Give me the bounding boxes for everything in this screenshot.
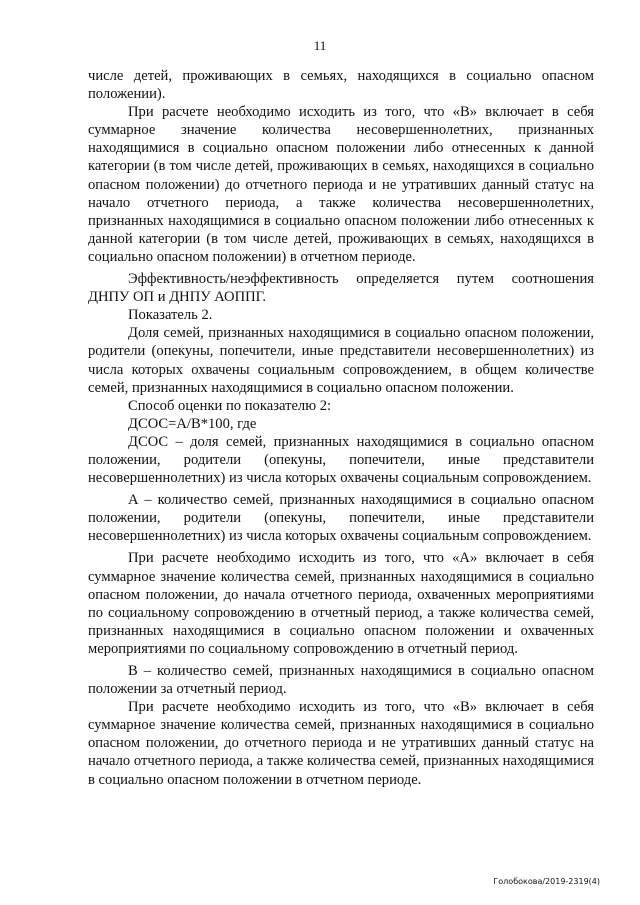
paragraph-continuation: числе детей, проживающих в семьях, находящихся в социально опасном положении). [88,68,594,103]
assessment-method-heading: Способ оценки по показателю 2: [128,397,332,414]
formula: ДСОС=А/В*100, где [128,415,257,432]
page-number: 11 [313,38,327,53]
paragraph-b-calculation-families: При расчете необходимо исходить из того, что «В» включает в себя суммарное значение количества семей, признанных находящимися в социально опасном положении, до отчетного периода и не утративших данный статус на начало отчетного периода, а также количества семей, признанных находящимися в социально опасном положении в отчетном периоде. [88,699,594,788]
paragraph-a-definition: А – количество семей, признанных находящимися в социально опасном положении, родители (опекуны, попечители, иные представители несовершеннолетних) из числа которых охвачены социальным сопровождением. [88,492,594,545]
paragraph-dsos-definition: ДСОС – доля семей, признанных находящимися в социально опасном положении, родители (опекуны, попечители, иные представители несовершеннолетних) из числа которых охвачены социальным сопровождением. [88,433,594,487]
paragraph-a-calculation: При расчете необходимо исходить из того, что «А» включает в себя суммарное значение количества семей, признанных находящимися в социально опасном положении, до начала отчетного периода, охваченных мероприятиями по социальному сопровождению в отчетный период, а также количества семей, признанных находящимися в социально опасном положении и охваченных мероприятиями по социальному сопровождению в отчетный период. [88,550,594,657]
paragraph-indicator-definition: Доля семей, признанных находящимися в социально опасном положении, родители (опекуны, попечители, иные представители несовершеннолетних) из числа которых охвачены социальным сопровождением, в общем количестве семей, признанных находящимися в социально опасном положении. [88,325,594,396]
indicator-heading: Показатель 2. [128,307,213,324]
paragraph-b-calculation-minors: При расчете необходимо исходить из того, что «В» включает в себя суммарное значение количества несовершеннолетних, признанных находящимися в социально опасном положении либо отнесенных к данной категории (в том числе детей, проживающих в семьях, находящихся в социально опасном положении) до отчетного периода и не утративших данный статус на начало отчетного периода, а также количества несовершеннолетних, признанных находящимися в социально опасном положении либо отнесенных к данной категории (в том числе детей, проживающих в семьях, находящихся в социально опасном положении) в отчетном периоде. [88,104,594,265]
document-body [88,67,594,789]
paragraph-efficiency: Эффективность/неэффективность определяется путем соотношения ДНПУ ОП и ДНПУ АОППГ. [88,271,594,306]
paragraph-b-definition: В – количество семей, признанных находящимися в социально опасном положении за отчетный период. [88,663,594,698]
document-code: Голобокова/2019-2319(4) [493,877,600,886]
